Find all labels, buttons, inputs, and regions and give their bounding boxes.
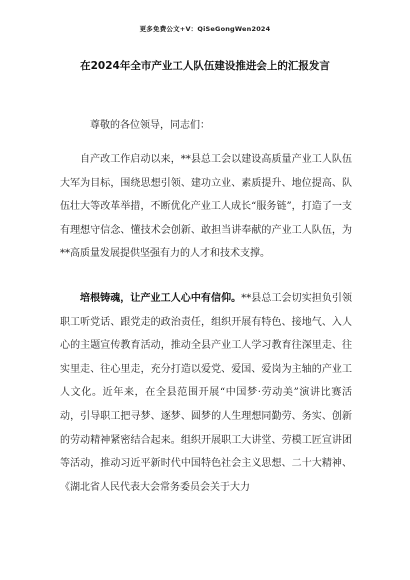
- document-title: 在2024年全市产业工人队伍建设推进会上的汇报发言: [80, 60, 330, 72]
- salutation: 尊敬的各位领导，同志们：: [90, 120, 210, 131]
- paragraph-text: 自产改工作启动以来，**县总工会以建设高质量产业工人队伍大军为目标，围绕思想引领、建功立业、素质提升、地位提高、队伍壮大等改革举措，不断优化产业工人成长“服务链”，打造了一支有理想守信念、懂技术会创新、敢担当讲奉献的产业工人队伍，为**高质量发展提供坚强有力的人才和技术支撑。: [60, 154, 352, 260]
- paragraph-section-1: [60, 287, 352, 499]
- paragraph-intro: [60, 148, 352, 266]
- header-note: 更多免费公文+V：QiSeGongWen2024: [139, 25, 271, 33]
- paragraph-text: **县总工会切实担负引领职工听党话、跟党走的政治责任，组织开展有特色、接地气、入人心的主题宣传教育活动，推动全县产业工人学习教育往深里走、往实里走、往心里走，充分打造以爱党、爱国、爱岗为主轴的产业工人文化。近年来，在全县范围开展“中国梦·劳动美”演讲比赛活动，引导职工把寻梦、逐梦、圆梦的人生理想同勤劳、务实、创新的劳动精神紧密结合起来。组织开展职工大讲堂、劳模工匠宣讲团等活动，推动习近平新时代中国特色社会主义思想、二十大精神、《湖北省人民代表大会常务委员会关于大力: [60, 293, 353, 493]
- paragraph-lead: 培根铸魂，让产业工人心中有信仰。: [80, 293, 242, 304]
